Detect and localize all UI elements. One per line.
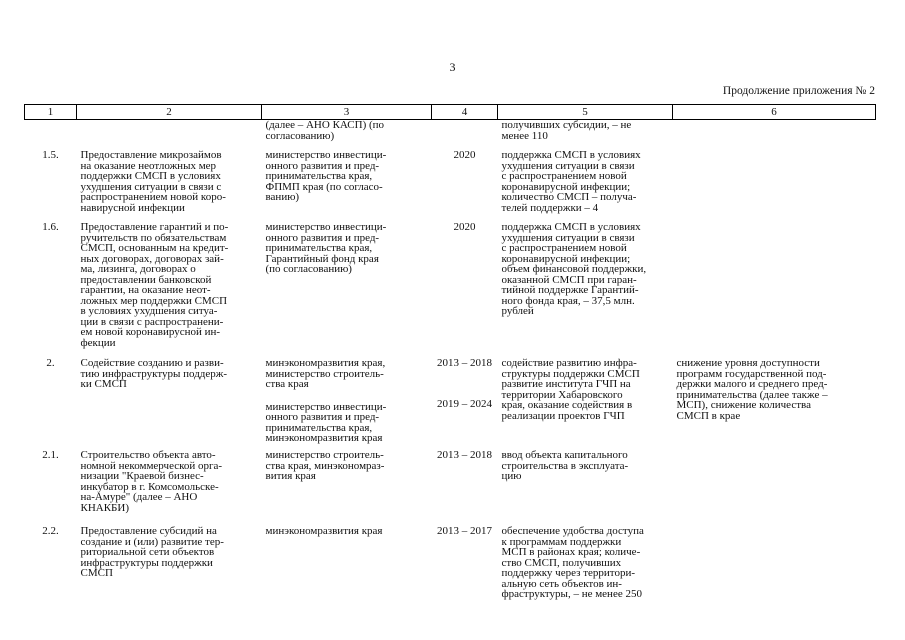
indicators-text: получивших субсидии, – не менее 110 [501, 119, 632, 142]
years-text: 2019 – 2024 [437, 397, 492, 410]
years-text: 2013 – 2017 [437, 525, 492, 537]
years-text: 2020 [453, 221, 476, 233]
measure-name [77, 120, 262, 151]
measure-name: Содействие созданию и разви- тию инфраструктуры поддерж- ки СМСП [80, 357, 228, 390]
risks-text [673, 150, 876, 222]
row-number: 2.1. [42, 449, 59, 461]
measure-name: Предоставление гарантий и по- ручительств по обязательствам СМСП, основанным на кредит- ных договорах, договорах зай- ма, лизинга, договорах о предоставлении банковской гарантии, на оказание неот- ложных мер поддержки СМСП в условиях ухудшения ситуа- ции в связи с распространени- ем новой коронавирусной ин- фекции [80, 221, 229, 349]
row-number: 1.5. [42, 149, 59, 161]
measure-name: Предоставление субсидий на создание и (или) развитие тер- риториальной сети объектов инфраструктуры поддержки СМСП [80, 525, 224, 579]
header-row [25, 105, 876, 120]
col-header-3: 3 [262, 105, 432, 120]
table-row [25, 450, 876, 526]
row-number: 2. [46, 357, 55, 369]
risks-text [673, 450, 876, 526]
years-text: 2013 – 2018 [437, 449, 492, 461]
executor-text: (далее – АНО КАСП) (по согласованию) [265, 119, 385, 142]
risks-text [673, 120, 876, 151]
years-cell [432, 120, 498, 151]
indicators-text: ввод объекта капитального строительства в эксплуата- цию [501, 449, 629, 482]
measure-name: Строительство объекта авто- номной некоммерческой орга- низации "Краевой бизнес- инкубатор в г. Комсомольске- на-Амуре" (далее – АНО КНАКБИ) [80, 449, 223, 514]
table-row [25, 358, 876, 450]
risks-text [673, 222, 876, 358]
executor-text: министерство строитель- ства края, минэкономраз- вития края [265, 449, 385, 482]
years-cell [432, 358, 498, 450]
executor-text: министерство инвестици- онного развития и пред- принимательства края, минэкономразвития края [265, 400, 387, 444]
col-header-5: 5 [498, 105, 673, 120]
col-header-6: 6 [673, 105, 876, 120]
indicators-text: поддержка СМСП в условиях ухудшения ситуации в связи с распространением новой коронавирусной инфекции; количество СМСП – получа- телей поддержки – 4 [501, 149, 641, 214]
page-number: 3 [449, 60, 456, 74]
years-cell [432, 526, 498, 622]
years-text: 2013 – 2018 [437, 357, 492, 369]
indicators-text: поддержка СМСП в условиях ухудшения ситуации в связи с распространением новой коронавирусной инфекции; объем финансовой поддержки, оказанной СМСП при гаран- тийной поддержке Гарантий- ного фонда края, – 37,5 млн. рублей [501, 221, 647, 317]
executor-text: минэкономразвития края, министерство строитель- ства края [265, 357, 386, 390]
table-row [25, 222, 876, 358]
measure-name: Предоставление микрозаймов на оказание неотложных мер поддержки СМСП в условиях ухудшения ситуации в связи с распространением новой коро- навирусной инфекции [80, 149, 226, 214]
row-number: 1.6. [42, 221, 59, 233]
risks-text [673, 526, 876, 622]
continuation-label: Продолжение приложения № 2 [722, 85, 875, 97]
years-cell [432, 222, 498, 358]
table-row [25, 120, 876, 151]
years-text: 2020 [453, 149, 476, 161]
row-number [25, 120, 77, 151]
indicators-text: содействие развитию инфра- структуры поддержки СМСП развитие института ГЧП на территории Хабаровского края, оказание содействия в реализации проектов ГЧП [501, 357, 640, 422]
indicators-text: обеспечение удобства доступа к программам поддержки МСП в районах края; количе- ство СМСП, получивших поддержку через территори- альную сеть объектов ин- фраструктуры, – не менее 250 [501, 525, 644, 600]
years-cell [432, 450, 498, 526]
row-number: 2.2. [42, 525, 59, 537]
measures-table [24, 104, 876, 622]
executor-cell [262, 450, 432, 526]
executor-cell [262, 150, 432, 222]
table-row [25, 150, 876, 222]
executor-text: министерство инвестици- онного развития и пред- принимательства края, ФПМП края (по согласо- ванию) [265, 149, 387, 203]
col-header-4: 4 [432, 105, 498, 120]
col-header-1: 1 [25, 105, 77, 120]
table-row [25, 526, 876, 622]
executor-text: минэкономразвития края [265, 525, 383, 537]
risks-text: снижение уровня доступности программ государственной под- держки малого и среднего пред- принимательства (далее также – МСП), снижение количества СМСП в крае [676, 357, 828, 422]
executor-text: министерство инвестици- онного развития и пред- принимательства края, Гарантийный фонд края (по согласованию) [265, 221, 387, 275]
executor-cell [262, 526, 432, 622]
executor-cell [262, 120, 432, 151]
col-header-2: 2 [77, 105, 262, 120]
executor-cell [262, 358, 432, 450]
executor-cell [262, 222, 432, 358]
years-cell [432, 150, 498, 222]
